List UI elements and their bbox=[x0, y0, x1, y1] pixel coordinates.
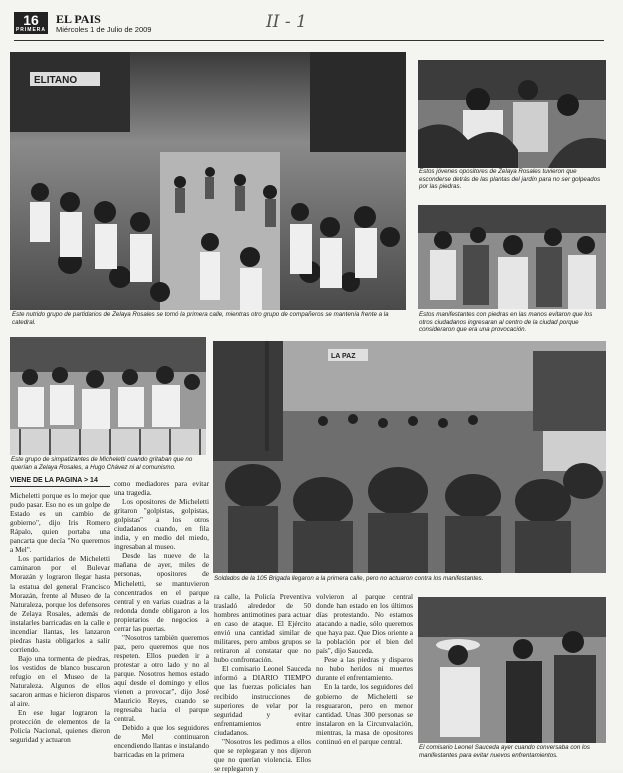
article-paragraph: "Nosotros les pedimos a ellos que se replegaran y nos dijeron que no querían violencia. Ellos se replegaron y bbox=[214, 736, 311, 773]
page-section: PRIMERA bbox=[15, 27, 47, 33]
soldiers-image bbox=[213, 341, 606, 573]
article-paragraph: Pese a las piedras y disparos no hubo heridos ni muertes durante el enfrentamiento. bbox=[316, 655, 413, 683]
sympathizers-image bbox=[10, 337, 206, 455]
youth-hiding-caption: Estos jóvenes opositores de Zelaya Rosales tuvieron que esconderse detrás de las plantas del jardín para no ser golpeados por las piedras. bbox=[419, 168, 601, 191]
issue-date: Miércoles 1 de Julio de 2009 bbox=[56, 25, 152, 34]
stone-protesters-image bbox=[418, 205, 606, 309]
commissioner-photo bbox=[418, 597, 606, 743]
paper-name: EL PAIS bbox=[56, 12, 101, 26]
article-column-4 bbox=[316, 592, 413, 746]
main-sign-text: ELITANO bbox=[34, 75, 78, 86]
article-paragraph: volvieron al parque central donde han estado en los últimos días protestando. No estamos atacando a nadie, sólo queremos que haya paz. Que Dios oriente a la población por el bien del país", dijo Sauceda. bbox=[316, 592, 413, 656]
article-paragraph: como mediadores para evitar una tragedia. bbox=[114, 479, 209, 498]
soldiers-caption: Soldados de la 105 Brigada llegaron a la primera calle, pero no actuaron contra los manifestantes. bbox=[214, 575, 484, 582]
header-rule bbox=[14, 40, 604, 41]
stone-protesters-photo bbox=[418, 205, 606, 309]
main-photo-caption: Este nutrido grupo de partidarios de Zelaya Rosales se tomó la primera calle, mientras otro grupo de compañeros se mantenía frente a la catedral. bbox=[12, 311, 389, 326]
main-crowd-image bbox=[10, 52, 406, 310]
article-paragraph: ra calle, la Policía Preventiva trasladó alrededor de 50 hombres antimotines para actuar en caso de ataque. El Ejército envió una cantidad similar de militares, pero ambos grupos se retiraron al constatar que no hubo confrontación. bbox=[214, 592, 311, 665]
handwritten-mark: II - 1 bbox=[266, 12, 307, 32]
continued-from-label: VIENE DE LA PAGINA > 14 bbox=[10, 476, 110, 487]
main-crowd-photo bbox=[10, 52, 406, 310]
article-paragraph: Micheletti porque es lo mejor que pudo pasar. Eso no es un golpe de Estado es un cambio de gobierno", dijo Iris Romero Rápalo, quien portaba una pancarta que decía "No queremos a Mel". bbox=[10, 491, 110, 555]
article-column-2 bbox=[114, 479, 209, 759]
article-paragraph: Bajo una tormenta de piedras, los vestidos de blanco buscaron refugio en el Museo de la Naturaleza. Algunos de ellos sacaron armas e hicieron disparos al aire. bbox=[10, 653, 110, 709]
youth-hiding-photo bbox=[418, 60, 606, 168]
page-number: 16 bbox=[23, 12, 39, 28]
article-paragraph: Desde las nueve de la mañana de ayer, miles de personas, opositores de Micheletti, se mantuvieron concentrados en el parque central y en varias cuadras a la redonda donde obligaron a los propietarios de negocios a cerrar las puertas. bbox=[114, 551, 209, 633]
commissioner-image bbox=[418, 597, 606, 743]
commissioner-caption: El comisario Leonel Sauceda ayer cuando conversaba con los manifestantes para evitar nuevos enfrentamientos. bbox=[419, 744, 590, 759]
article-paragraph: Los partidarios de Micheletti caminaron por el Bulevar Morazán y lograron llegar hasta la estatua del general Francisco Morazán, frente al Museo de la Naturaleza, porque los defensores de Zelaya Rosales, además de instalarles barricadas en la calle e incendiar llantas, les lanzaron piedras hasta obligarlos a salir corriendo. bbox=[10, 554, 110, 654]
article-paragraph: Los opositores de Micheletti gritaron "golpistas, golpistas, golpistas" a los otros ciudadanos cuando, en fila india, y en medio del miedo, ingresaban al museo. bbox=[114, 497, 209, 552]
youth-hiding-image bbox=[418, 60, 606, 168]
article-paragraph: Debido a que los seguidores de Mel continuaron encendiendo llantas e instalando barricadas en la primera bbox=[114, 723, 209, 760]
article-paragraph: "Nosotros también queremos paz, pero queremos que nos respeten. Ellos pueden ir a protestar a otro lado y no al parque. Nosotros hemos estado aquí desde el domingo y ellos vienen a provocar", dijo José Mauricio Reyes, cuando se regresaba hacia el parque central. bbox=[114, 632, 209, 724]
article-paragraph: En la tarde, los seguidores del gobierno de Micheletti se resguararon, pero en menor cantidad. Unas 300 personas se instalaron en la Circunvalación, mientras, la masa de opositores continuó en el parque central. bbox=[316, 682, 413, 746]
article-column-3 bbox=[214, 592, 311, 773]
stone-protesters-caption: Estos manifestantes con piedras en las manos evitaron que los otros ciudadanos ingresaran al centro de la ciudad porque consideraron que era una provocación. bbox=[419, 311, 593, 334]
street-sign-text: LA PAZ bbox=[331, 353, 356, 360]
article-paragraph: El comisario Leonel Sauceda informó a DIARIO TIEMPO que las fuerzas policiales han recibido instrucciones de superiores de velar por la seguridad y evitar enfrentamientos entre ciudadanos. bbox=[214, 664, 311, 737]
soldiers-photo bbox=[213, 341, 606, 573]
article-paragraph: En ese lugar lograron la protección de elementos de la Policía Nacional, quienes dieron seguridad y actuaron bbox=[10, 708, 110, 745]
sympathizers-caption: Este grupo de simpatizantes de Micheletti cuando gritaban que no querían a Zelaya Rosales, a Hugo Chávez ni al comunismo. bbox=[11, 456, 193, 471]
article-column-1 bbox=[10, 476, 110, 744]
sympathizers-photo bbox=[10, 337, 206, 455]
page-header bbox=[14, 8, 604, 38]
page-number-box bbox=[14, 12, 48, 34]
